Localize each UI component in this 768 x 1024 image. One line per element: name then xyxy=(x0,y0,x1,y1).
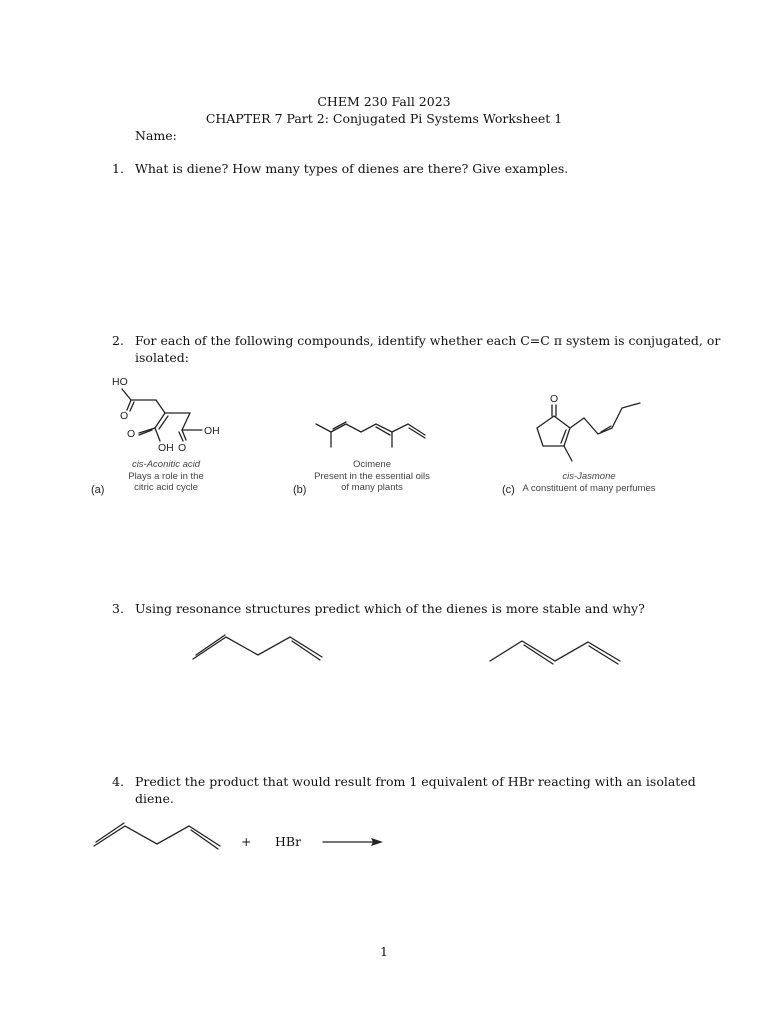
conjugated-diene-structure xyxy=(490,641,620,664)
label-c: (c) xyxy=(502,484,515,496)
caption-a xyxy=(106,459,226,494)
o-atom-label-1: O xyxy=(120,410,129,422)
caption-a-line2: Plays a role in the xyxy=(128,470,204,482)
ocimene-structure xyxy=(316,422,425,447)
question-4-text-line2: diene. xyxy=(135,791,174,806)
o-atom-label-2: O xyxy=(178,442,187,454)
question-2-text-line2: isolated: xyxy=(135,350,190,365)
question-2-text-line1: For each of the following compounds, identify whether each C=C π system is conjugated, or xyxy=(135,333,721,348)
page-number: 1 xyxy=(380,944,388,959)
cis-aconitic-acid-structure xyxy=(112,376,220,454)
reaction-diene-structure xyxy=(94,823,220,849)
caption-c-name: cis-Jasmone xyxy=(562,471,616,482)
question-1-number: 1. xyxy=(112,161,124,176)
name-label: Name: xyxy=(135,128,177,143)
worksheet-title: CHAPTER 7 Part 2: Conjugated Pi Systems Worksheet 1 xyxy=(205,111,563,126)
caption-c xyxy=(518,471,660,494)
cis-jasmone-structure xyxy=(537,393,640,461)
question-4-text-line1: Predict the product that would result from 1 equivalent of HBr reacting with an isolated xyxy=(135,774,696,789)
oh-atom-label-2: OH xyxy=(158,442,174,454)
reaction-arrow-icon xyxy=(323,838,383,846)
question-3-number: 3. xyxy=(112,601,124,616)
question-1-text: What is diene? How many types of dienes are there? Give examples. xyxy=(135,161,569,176)
caption-b-line2: Present in the essential oils xyxy=(314,470,430,482)
caption-b-line3: of many plants xyxy=(341,482,403,493)
label-b: (b) xyxy=(293,484,307,496)
label-a: (a) xyxy=(91,484,105,496)
caption-a-name: cis-Aconitic acid xyxy=(131,459,201,470)
caption-a-line3: citric acid cycle xyxy=(134,482,198,493)
reaction-plus: + xyxy=(241,834,252,849)
course-title: CHEM 230 Fall 2023 xyxy=(317,94,451,109)
reaction-reagent: HBr xyxy=(275,834,302,849)
question-3-text: Using resonance structures predict which of the dienes is more stable and why? xyxy=(135,601,645,616)
oh-atom-label-1: OH xyxy=(204,425,220,437)
ho-atom-label: HO xyxy=(112,376,128,388)
question-2-number: 2. xyxy=(112,333,124,348)
caption-b-name: Ocimene xyxy=(352,459,391,470)
o-atom-label-3: O xyxy=(127,428,136,440)
ketone-o-atom-label: O xyxy=(550,393,559,405)
question-4-number: 4. xyxy=(112,774,124,789)
caption-c-line2: A constituent of many perfumes xyxy=(522,482,656,494)
isolated-diene-structure xyxy=(193,635,322,660)
caption-b xyxy=(306,459,438,494)
